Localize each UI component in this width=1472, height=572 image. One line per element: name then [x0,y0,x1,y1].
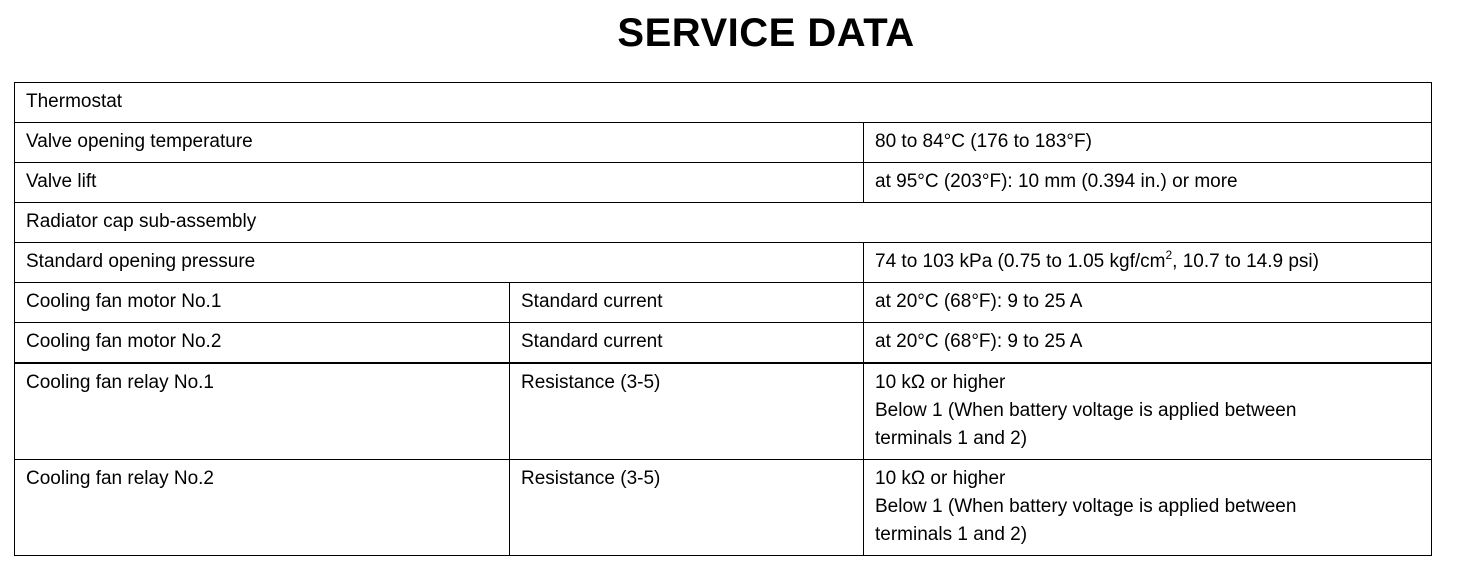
spec-value: 80 to 84°C (176 to 183°F) [864,123,1432,163]
spec-value [864,243,1432,283]
spec-value [864,460,1432,556]
service-data-table [14,82,1432,556]
spec-value: at 95°C (203°F): 10 mm (0.394 in.) or more [864,163,1432,203]
table-row [15,163,1432,203]
table-row [15,83,1432,123]
spec-item: Resistance (3-5) [510,460,864,556]
value-line: Below 1 (When battery voltage is applied between [875,400,1297,421]
section-header-thermostat: Thermostat [15,83,1432,123]
pressure-value-superscript: 2 [1165,248,1173,262]
spec-label: Valve lift [15,163,864,203]
spec-item: Standard current [510,283,864,323]
value-line: terminals 1 and 2) [875,428,1028,449]
table-row [15,203,1432,243]
table-row [15,323,1432,364]
spec-label: Cooling fan relay No.2 [15,460,510,556]
table-row [15,123,1432,163]
table-row [15,363,1432,460]
spec-label: Cooling fan motor No.2 [15,323,510,364]
pressure-value-prefix: 74 to 103 kPa (0.75 to 1.05 kgf/cm [875,251,1166,272]
spec-value: at 20°C (68°F): 9 to 25 A [864,323,1432,364]
spec-label: Cooling fan relay No.1 [15,363,510,460]
page-title: SERVICE DATA [617,11,915,55]
value-line: terminals 1 and 2) [875,524,1028,545]
spec-value: at 20°C (68°F): 9 to 25 A [864,283,1432,323]
table-row [15,460,1432,556]
value-line: 10 kΩ or higher [875,468,1006,489]
spec-label: Standard opening pressure [15,243,864,283]
table-row [15,283,1432,323]
spec-item: Resistance (3-5) [510,363,864,460]
section-header-radiator-cap: Radiator cap sub-assembly [15,203,1432,243]
spec-label: Valve opening temperature [15,123,864,163]
value-line: 10 kΩ or higher [875,372,1006,393]
spec-item: Standard current [510,323,864,364]
table-row [15,243,1432,283]
value-line: Below 1 (When battery voltage is applied between [875,496,1297,517]
pressure-value-suffix: , 10.7 to 14.9 psi) [1172,251,1319,272]
spec-value [864,363,1432,460]
spec-label: Cooling fan motor No.1 [15,283,510,323]
